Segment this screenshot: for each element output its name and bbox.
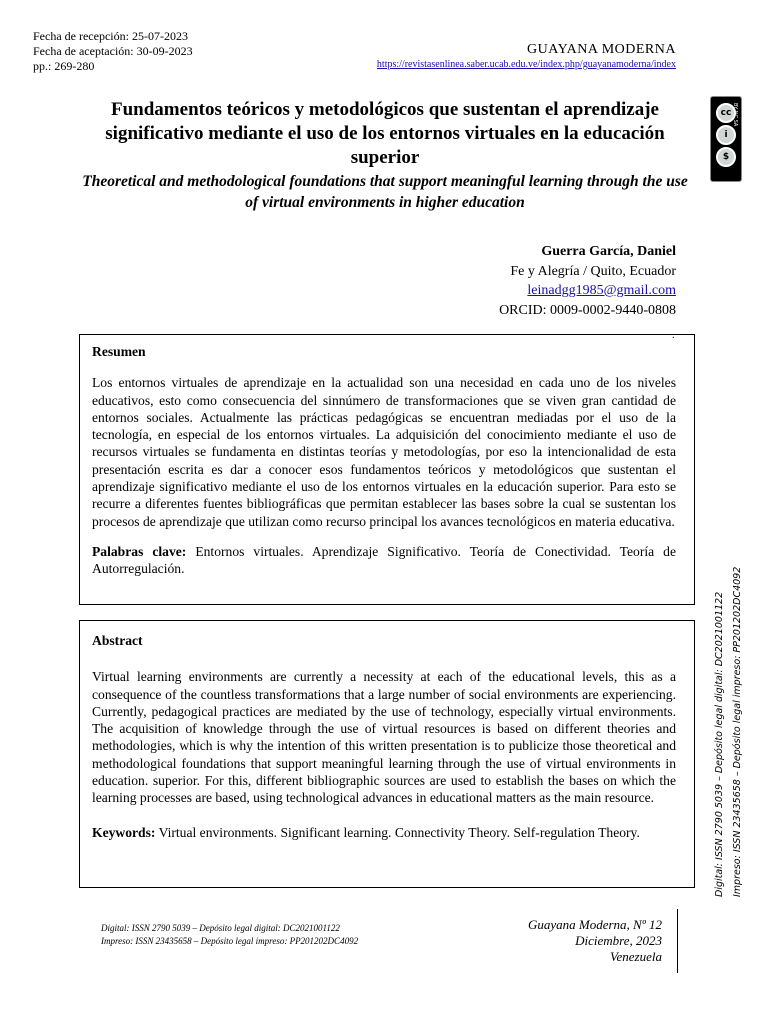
author-block [499, 242, 676, 320]
journal-name: GUAYANA MODERNA [527, 42, 676, 57]
by-icon: i [716, 125, 736, 145]
resumen-keywords [92, 543, 676, 578]
footer-issn-digital: Digital: ISSN 2790 5039 – Depósito legal digital: DC2021001122 [101, 923, 340, 933]
side-issn-digital: Digital: ISSN 2790 5039 – Depósito legal digital: DC2021001122 [714, 591, 725, 897]
abstract-box [79, 620, 695, 888]
footer-issn [101, 922, 358, 947]
cc-by-nc-sa-icon [710, 96, 742, 182]
footer-journal-issue: Guayana Moderna, Nº 12 [527, 917, 662, 932]
side-issn-print: Impreso: ISSN 23435658 – Depósito legal impreso: PP201202DC4092 [732, 566, 743, 897]
nc-icon: $ [716, 147, 736, 167]
journal-header [377, 42, 676, 70]
author-name: Guerra García, Daniel [541, 244, 676, 259]
footer-divider [677, 909, 678, 973]
accepted-date: Fecha de aceptación: 30-09-2023 [33, 44, 193, 58]
resumen-keywords-label: Palabras clave: [92, 543, 187, 559]
footer-date: Diciembre, 2023 [575, 933, 662, 948]
received-date: Fecha de recepción: 25-07-2023 [33, 29, 188, 43]
footer-journal-info [528, 917, 662, 965]
cc-icon: cc [716, 103, 736, 123]
abstract-text: Virtual learning environments are currently a necessity at each of the educational levels, this as a consequence of the countless transformations that a large number of social environments are experiencing. Currently, pedagogical practices are mediated by the use of technology, especially virtual environments. The acquisition of knowledge through the use of virtual resources is based on different theories and methodologies, which is why the intention of this written presentation is to publicize those theoretical and methodological foundations that support meaningful learning through the use of virtual environments in education. superior. For this, different bibliographic sources are used to establish the bases on which the learning processes are based, using technological advances in educational matters as the main resource. [92, 669, 676, 806]
author-orcid: ORCID: 0009-0002-9440-0808 [499, 302, 676, 318]
footer-country: Venezuela [610, 949, 662, 964]
paper-subtitle: Theoretical and methodological foundations that support meaningful learning through the use of virtual environments in higher education [82, 173, 688, 211]
journal-url-link[interactable]: https://revistasenlinea.saber.ucab.edu.ve/index.php/guayanamoderna/index [376, 59, 676, 70]
stray-dot: . [672, 330, 675, 341]
abstract-heading: Abstract [92, 633, 143, 648]
resumen-text: Los entornos virtuales de aprendizaje en la actualidad son una necesidad en cada uno de los niveles educativos, esto como consecuencia del sinnúmero de transformaciones que se viven gran cantidad de entornos sociales. Actualmente las prácticas pedagógicas se encuentran mediadas por el uso de la tecnología, en especial de los entornos virtuales. La adquisición del conocimiento mediante el uso de recursos virtuales se fundamenta en distintas teorías y metodologías, por eso la intencionalidad de esta presentación escrita es dar a conocer esos fundamentos teóricos y metodológicos que sustentan el aprendizaje significativo mediante el uso de los entornos virtuales en la educación superior. Para esto se recurre a diferentes fuentes bibliográficas que permitan establecer las bases sobre la cual se sustentan los procesos de aprendizaje que utilizan como recurso principal los avances tecnológicos en materia educativa. [92, 375, 676, 529]
abstract-keywords-text: Virtual environments. Significant learning. Connectivity Theory. Self-regulation Theory. [158, 824, 640, 840]
license-text: BY NC SA [732, 103, 738, 127]
resumen-keywords-text: Entornos virtuales. Aprendizaje Significativo. Teoría de Conectividad. Teoría de Autorregulación. [92, 543, 676, 577]
resumen-heading: Resumen [92, 344, 146, 359]
author-affiliation: Fe y Alegría / Quito, Ecuador [510, 263, 676, 279]
abstract-keywords-label: Keywords: [92, 824, 156, 840]
author-email-link[interactable]: leinadgg1985@gmail.com [527, 283, 676, 298]
resumen-box [79, 334, 695, 605]
paper-title: Fundamentos teóricos y metodológicos que sustentan el aprendizaje significativo mediante el uso de los entornos virtuales en la educación superior [105, 99, 665, 168]
abstract-keywords [92, 824, 676, 841]
page-range: pp.: 269-280 [33, 59, 95, 73]
submission-meta [33, 29, 193, 74]
footer-issn-print: Impreso: ISSN 23435658 – Depósito legal impreso: PP201202DC4092 [101, 935, 359, 946]
